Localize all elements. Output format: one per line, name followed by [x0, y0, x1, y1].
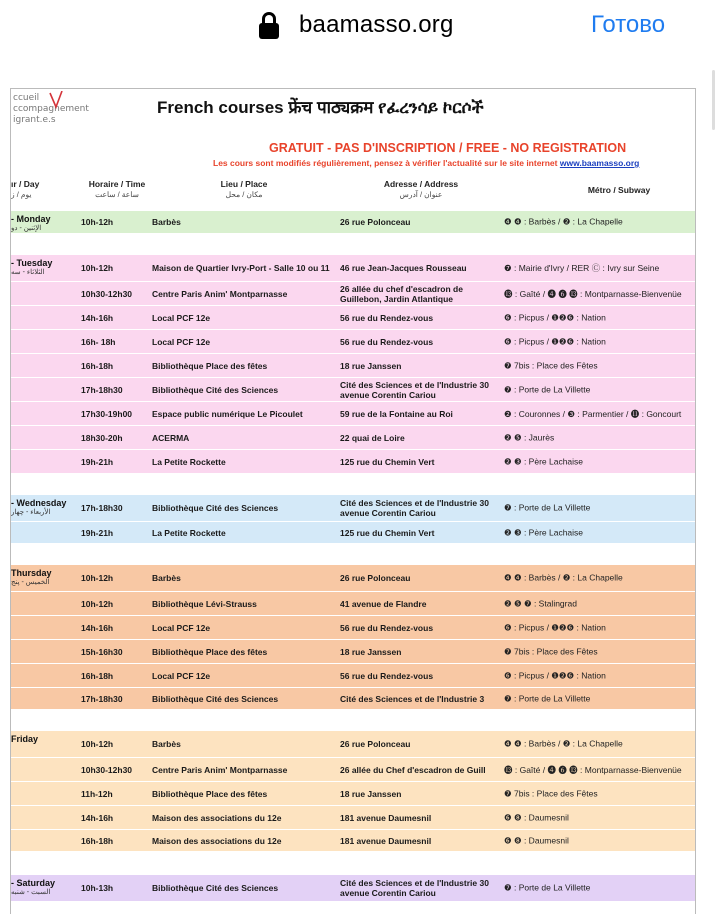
table-row	[11, 211, 696, 233]
place-cell: Maison des associations du 12e	[152, 835, 282, 846]
address-bar-url[interactable]: baamasso.org	[299, 11, 454, 38]
time-cell: 14h-16h	[81, 312, 114, 323]
table-row	[11, 353, 696, 377]
time-cell: 14h-16h	[81, 622, 114, 633]
table-row	[11, 805, 696, 829]
table-row	[11, 829, 696, 851]
place-cell: Espace public numérique Le Picoulet	[152, 408, 303, 419]
metro-cell: ❹ ❹ : Barbès / ❷ : La Chapelle	[504, 216, 623, 227]
day-label-friday: Friday	[11, 734, 39, 744]
table-row	[11, 255, 696, 281]
time-cell: 11h-12h	[81, 788, 113, 799]
metro-cell: ⓭ : Gaîté / ❹ ❻ ⓭ : Montparnasse-Bienvenüe	[504, 764, 682, 775]
place-cell: La Petite Rockette	[152, 456, 226, 467]
address-cell: 56 rue du Rendez-vous	[340, 670, 434, 681]
day-label-wednesday: - Wednesday الأربعاء - چهار	[11, 498, 67, 516]
metro-cell: ❼ : Porte de La Villette	[504, 384, 591, 394]
place-cell: Bibliothèque Cité des Sciences	[152, 693, 279, 704]
address-cell: 18 rue Janssen	[340, 360, 402, 371]
metro-cell: ❼ : Mairie d'Ivry / RER Ⓒ : Ivry sur Seine	[504, 263, 660, 273]
place-cell: Local PCF 12e	[152, 622, 211, 633]
metro-cell: ❻ : Picpus / ❶❷❻ : Nation	[504, 622, 606, 632]
address-cell: 26 allée du Chef d'escadron de Guill	[340, 764, 486, 775]
time-cell: 15h-16h30	[81, 646, 123, 657]
address-cell: 46 rue Jean-Jacques Rousseau	[340, 263, 467, 273]
address-cell: Cité des Sciences et de l'Industrie 30 avenue Corentin Cariou	[340, 379, 489, 400]
page-title: French courses फ्रेंच पाठ्यक्रम የፈረንሳይ ኮርሶች	[157, 98, 484, 117]
address-cell: 26 allée du chef d'escadron de Guillebon, Jardin Atlantique	[340, 283, 463, 304]
metro-cell: ❻ : Picpus / ❶❷❻ : Nation	[504, 336, 606, 346]
header-day: ır / Day يوم / ز	[11, 179, 40, 199]
metro-cell: ❼ 7bis : Place des Fêtes	[504, 788, 598, 798]
place-cell: Local PCF 12e	[152, 670, 211, 681]
time-cell: 17h-18h30	[81, 384, 123, 395]
table-row	[11, 615, 696, 639]
table-row	[11, 687, 696, 709]
place-cell: Bibliothèque Place des fêtes	[152, 646, 268, 657]
address-cell: 125 rue du Chemin Vert	[340, 527, 435, 538]
time-cell: 16h- 18h	[81, 336, 116, 347]
metro-cell: ❻ : Picpus / ❶❷❻ : Nation	[504, 670, 606, 680]
metro-cell: ❹ ❹ : Barbès / ❷ : La Chapelle	[504, 572, 623, 583]
time-cell: 18h30-20h	[81, 432, 123, 443]
time-cell: 19h-21h	[81, 456, 114, 467]
scrollbar[interactable]	[712, 70, 715, 130]
time-cell: 14h-16h	[81, 812, 114, 823]
place-cell: Maison de Quartier Ivry-Port - Salle 10 ou 11	[152, 263, 330, 273]
address-cell: 59 rue de la Fontaine au Roi	[340, 408, 453, 419]
table-row	[11, 875, 696, 901]
address-cell: 22 quai de Loire	[340, 432, 405, 443]
address-cell: 125 rue du Chemin Vert	[340, 456, 435, 467]
metro-cell: ❼ : Porte de La Villette	[504, 882, 591, 893]
address-cell: 41 avenue de Flandre	[340, 598, 427, 609]
time-cell: 10h-12h	[81, 217, 114, 227]
time-cell: 10h-12h	[81, 573, 114, 583]
place-cell: Centre Paris Anim' Montparnasse	[152, 764, 288, 775]
lock-icon	[259, 12, 279, 40]
address-cell: 26 rue Polonceau	[340, 739, 411, 749]
place-cell: Bibliothèque Place des fêtes	[152, 788, 268, 799]
metro-cell: ❻ : Picpus / ❶❷❻ : Nation	[504, 312, 606, 322]
table-header	[11, 177, 696, 207]
update-notice: Les cours sont modifiés régulièrement, pensez à vérifier l'actualité sur le site internet www.baamasso.org	[213, 158, 640, 168]
website-link[interactable]: www.baamasso.org	[559, 158, 640, 168]
place-cell: ACERMA	[152, 432, 190, 443]
address-cell: 181 avenue Daumesnil	[340, 812, 432, 823]
address-cell: Cité des Sciences et de l'Industrie 3	[340, 693, 485, 704]
header-time: Horaire / Time ساعة / ساعت	[88, 179, 146, 199]
table-row	[11, 521, 696, 543]
time-cell: 19h-21h	[81, 527, 114, 538]
metro-cell: ❹ ❹ : Barbès / ❷ : La Chapelle	[504, 738, 623, 749]
metro-cell: ❷ ❸ : Père Lachaise	[504, 527, 584, 537]
table-row	[11, 591, 696, 615]
time-cell: 16h-18h	[81, 670, 114, 681]
time-cell: 17h-18h30	[81, 693, 123, 704]
address-cell: 26 rue Polonceau	[340, 573, 411, 583]
metro-cell: ❷ ❺ ❼ : Stalingrad	[504, 598, 577, 608]
address-cell: Cité des Sciences et de l'Industrie 30 avenue Corentin Cariou	[340, 878, 489, 898]
day-label-tuesday: - Tuesday الثلاثاء - سه	[11, 258, 53, 276]
table-row	[11, 425, 696, 449]
metro-cell: ❼ 7bis : Place des Fêtes	[504, 646, 598, 656]
time-cell: 17h30-19h00	[81, 408, 133, 419]
header-place: Lieu / Place مكان / محل	[220, 179, 268, 199]
browser-top-bar	[0, 0, 718, 56]
address-cell: Cité des Sciences et de l'Industrie 30 avenue Corentin Cariou	[340, 498, 489, 518]
time-cell: 10h-13h	[81, 883, 114, 893]
address-cell: 26 rue Polonceau	[340, 217, 411, 227]
logo-check-icon	[49, 91, 63, 109]
metro-cell: ⓭ : Gaîté / ❹ ❻ ⓭ : Montparnasse-Bienvenüe	[504, 288, 682, 299]
time-cell: 16h-18h	[81, 835, 114, 846]
place-cell: Bibliothèque Cité des Sciences	[152, 883, 279, 893]
metro-cell: ❻ ❽ : Daumesnil	[504, 835, 569, 845]
day-label-saturday: - Saturday السبت - شنبه	[11, 878, 56, 896]
place-cell: Local PCF 12e	[152, 336, 211, 347]
header-metro: Métro / Subway	[587, 185, 651, 195]
address-cell: 56 rue du Rendez-vous	[340, 336, 434, 347]
table-row	[11, 449, 696, 473]
time-cell: 10h30-12h30	[81, 288, 133, 299]
done-button[interactable]: Готово	[591, 11, 666, 38]
table-row	[11, 377, 696, 401]
metro-cell: ❼ 7bis : Place des Fêtes	[504, 360, 598, 370]
address-cell: 18 rue Janssen	[340, 788, 402, 799]
time-cell: 17h-18h30	[81, 503, 123, 513]
table-row	[11, 731, 696, 757]
table-row	[11, 757, 696, 781]
schedule-document	[10, 88, 696, 914]
metro-cell: ❷ : Couronnes / ❸ : Parmentier / ⓫ : Goncourt	[504, 408, 682, 419]
table-row	[11, 663, 696, 687]
table-row	[11, 305, 696, 329]
time-cell: 10h-12h	[81, 263, 114, 273]
time-cell: 16h-18h	[81, 360, 114, 371]
metro-cell: ❼ : Porte de La Villette	[504, 693, 591, 703]
table-row	[11, 639, 696, 663]
place-cell: Barbès	[152, 573, 181, 583]
place-cell: Barbès	[152, 739, 181, 749]
table-row	[11, 281, 696, 305]
place-cell: Bibliothèque Lévi-Strauss	[152, 598, 257, 609]
free-registration-banner: GRATUIT - PAS D'INSCRIPTION / FREE - NO REGISTRATION	[269, 141, 627, 155]
place-cell: Bibliothèque Cité des Sciences	[152, 503, 279, 513]
place-cell: Local PCF 12e	[152, 312, 211, 323]
metro-cell: ❼ : Porte de La Villette	[504, 502, 591, 513]
metro-cell: ❻ ❽ : Daumesnil	[504, 812, 569, 822]
address-cell: 56 rue du Rendez-vous	[340, 312, 434, 323]
time-cell: 10h-12h	[81, 739, 114, 749]
address-cell: 56 rue du Rendez-vous	[340, 622, 434, 633]
table-row	[11, 401, 696, 425]
header-address: Adresse / Address عنوان / آدرس	[383, 179, 459, 199]
metro-cell: ❷ ❸ : Père Lachaise	[504, 456, 584, 466]
place-cell: Bibliothèque Place des fêtes	[152, 360, 268, 371]
logo: ccueil ccompagnement igrant.e.s	[13, 93, 89, 125]
table-row	[11, 565, 696, 591]
table-row	[11, 781, 696, 805]
table-row	[11, 495, 696, 521]
place-cell: Centre Paris Anim' Montparnasse	[152, 288, 288, 299]
place-cell: Bibliothèque Cité des Sciences	[152, 384, 279, 395]
place-cell: Barbès	[152, 217, 181, 227]
place-cell: Maison des associations du 12e	[152, 812, 282, 823]
day-label-thursday: Thursday الخميس - پنج	[11, 568, 52, 586]
place-cell: La Petite Rockette	[152, 527, 226, 538]
address-cell: 18 rue Janssen	[340, 646, 402, 657]
time-cell: 10h30-12h30	[81, 764, 133, 775]
table-row	[11, 329, 696, 353]
day-label-monday: - Monday الإثنين - دو	[11, 214, 51, 232]
metro-cell: ❷ ❺ : Jaurès	[504, 432, 555, 442]
time-cell: 10h-12h	[81, 598, 114, 609]
address-cell: 181 avenue Daumesnil	[340, 835, 432, 846]
